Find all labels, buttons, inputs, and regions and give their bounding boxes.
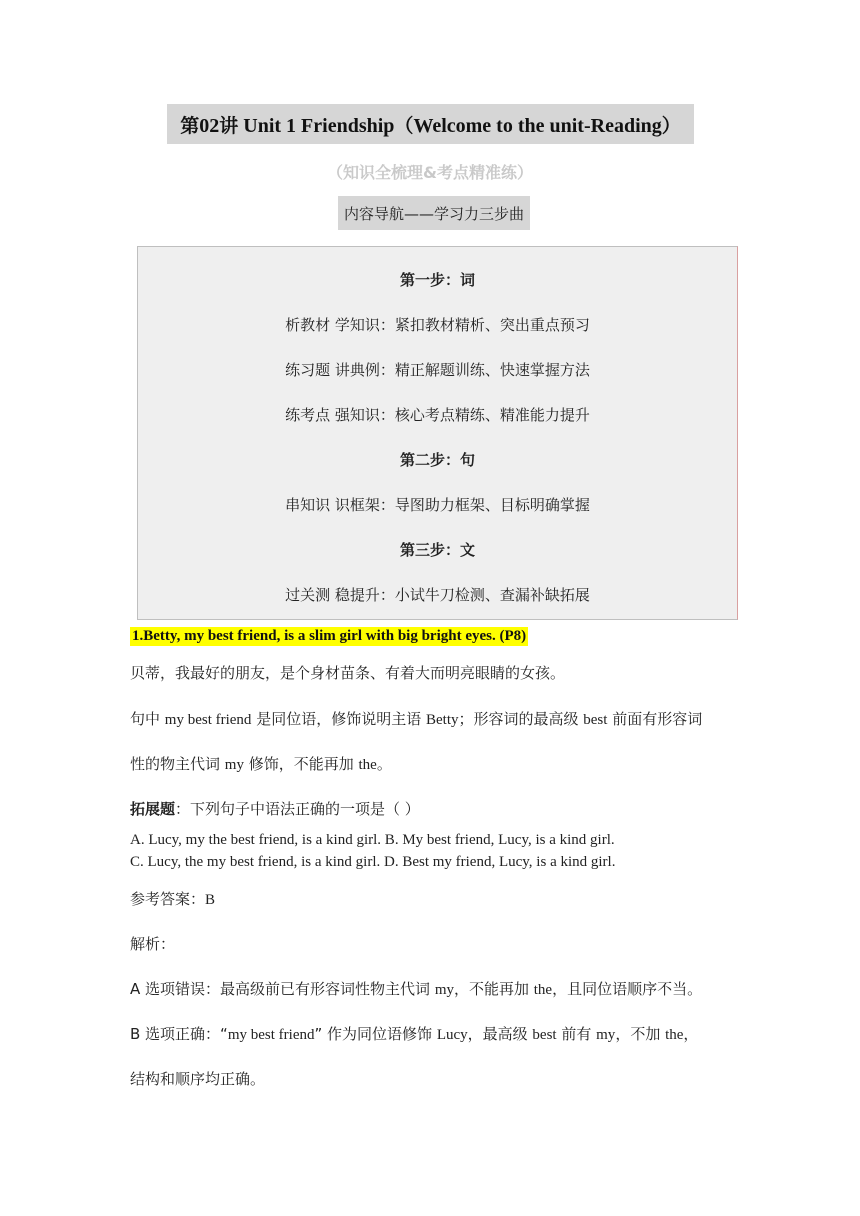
title-close-paren: ） xyxy=(661,114,681,137)
title-section: Welcome to the unit-Reading xyxy=(413,114,662,137)
subtitle: （知识全梳理&考点精准练） xyxy=(327,163,533,182)
a-part-5: ，且同位语顺序不当。 xyxy=(552,980,703,998)
explain2-d: the xyxy=(358,757,377,773)
b-part-9: ，不加 xyxy=(615,1025,666,1043)
explain1-f: best xyxy=(583,712,608,728)
extension-question xyxy=(130,798,420,819)
step-three-heading: 第三步：文 xyxy=(399,541,475,559)
analysis-option-b xyxy=(130,1023,698,1044)
analysis-option-a xyxy=(130,978,702,999)
title-lecture-word: 讲 xyxy=(219,114,239,137)
b-part-11: ， xyxy=(683,1025,699,1043)
b-part-7: 前有 xyxy=(556,1025,597,1043)
title-unit: Unit 1 Friendship xyxy=(243,114,395,137)
step-line-2: 练习题 讲典例：精正解题训练、快速掌握方法 xyxy=(285,361,590,379)
step-line-1: 析教材 学知识：紧扣教材精析、突出重点预习 xyxy=(285,316,590,334)
b-part-4: Lucy xyxy=(436,1027,468,1043)
analysis-option-b-cont: 结构和顺序均正确。 xyxy=(130,1070,266,1088)
title-prefix: 第 xyxy=(180,114,200,137)
extension-label: 拓展题 xyxy=(130,800,176,818)
sentence-translation: 贝蒂，我最好的朋友，是个身材苗条、有着大而明亮眼睛的女孩。 xyxy=(130,664,566,682)
b-part-1: B 选项正确：“ xyxy=(130,1025,228,1043)
explain1-c: 是同位语，修饰说明主语 xyxy=(251,710,426,728)
title-open-paren: （ xyxy=(394,114,414,137)
options-c-d: C. Lucy, the my best friend, is a kind girl. D. Best my friend, Lucy, is a kind girl. xyxy=(130,854,616,870)
explain2-b: my xyxy=(224,757,244,773)
b-part-8: my xyxy=(596,1027,616,1043)
step-line-3: 练考点 强知识：核心考点精练、精准能力提升 xyxy=(285,406,590,424)
title-number: 02 xyxy=(199,114,220,137)
a-part-3: ，不能再加 xyxy=(453,980,534,998)
extension-question-text: ：下列句子中语法正确的一项是（ ） xyxy=(175,800,420,818)
explain1-a: 句中 xyxy=(130,710,165,728)
b-part-6: best xyxy=(532,1027,557,1043)
a-part-4: the xyxy=(533,982,553,998)
b-part-2: my best friend xyxy=(227,1027,315,1043)
explain2-e: 。 xyxy=(376,755,392,773)
lecture-title xyxy=(180,111,681,138)
explain1-b: my best friend xyxy=(164,712,252,728)
analysis-label: 解析： xyxy=(130,935,176,953)
b-part-10: the xyxy=(665,1027,684,1043)
explain1-g: 前面有形容词 xyxy=(607,710,703,728)
explain2-c: 修饰，不能再加 xyxy=(243,755,359,773)
step-one-heading: 第一步：词 xyxy=(399,271,475,289)
content-nav-label: 内容导航——学习力三步曲 xyxy=(338,196,530,230)
explain1-e: ；形容词的最高级 xyxy=(458,710,584,728)
b-part-3: ” 作为同位语修饰 xyxy=(314,1025,437,1043)
a-part-1: A 选项错误：最高级前已有形容词性物主代词 xyxy=(130,980,435,998)
options-a-b: A. Lucy, my the best friend, is a kind girl. B. My best friend, Lucy, is a kind girl. xyxy=(130,832,615,848)
a-part-2: my xyxy=(434,982,454,998)
step-two-heading: 第二步：句 xyxy=(399,451,475,469)
explain2-a: 性的物主代词 xyxy=(130,755,225,773)
step-line-5: 过关测 稳提升：小试牛刀检测、查漏补缺拓展 xyxy=(285,586,590,604)
key-sentence: 1.Betty, my best friend, is a slim girl with big bright eyes. (P8) xyxy=(132,628,527,644)
step-line-4: 串知识 识框架：导图助力框架、目标明确掌握 xyxy=(285,496,590,514)
explanation-line-1 xyxy=(130,708,702,729)
answer-value: B xyxy=(205,892,216,908)
three-step-box xyxy=(137,246,738,620)
b-part-5: ，最高级 xyxy=(467,1025,533,1043)
explain1-d: Betty xyxy=(425,712,459,728)
lecture-title-banner xyxy=(167,104,694,144)
answer-line xyxy=(130,888,215,909)
explanation-line-2 xyxy=(130,753,392,774)
answer-label: 参考答案： xyxy=(130,890,206,908)
